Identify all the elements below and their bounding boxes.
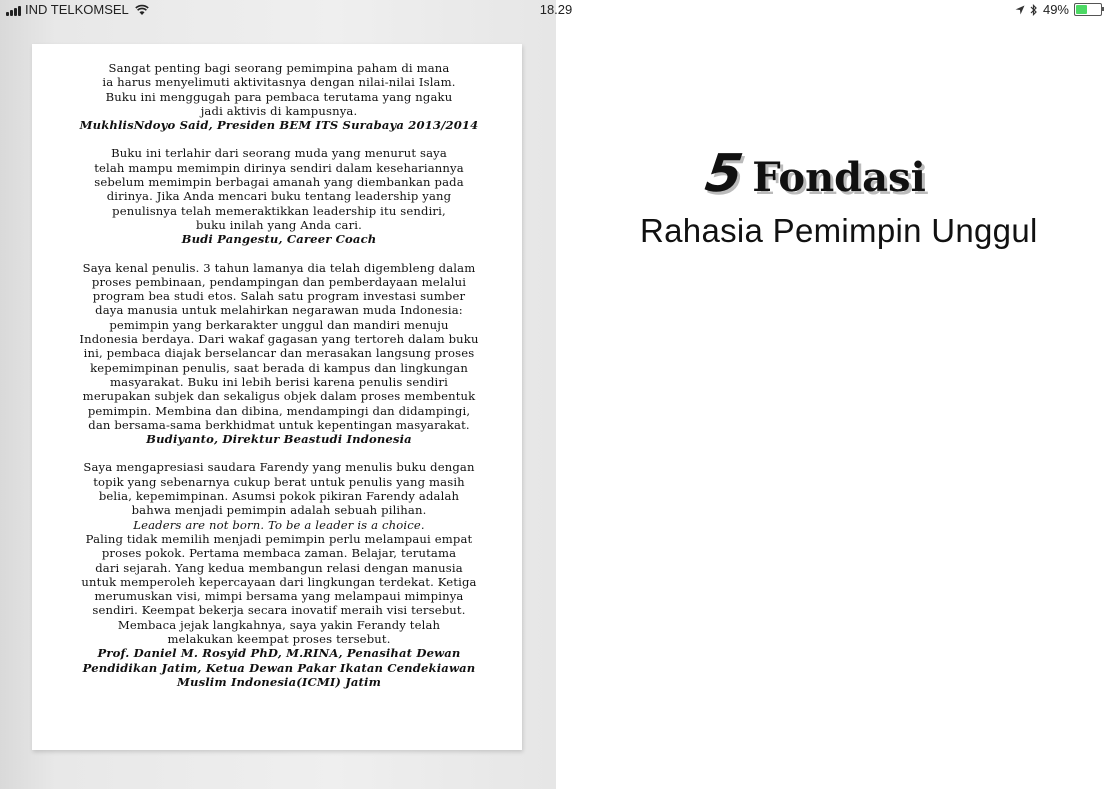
text-line: sebelum memimpin berbagai amanah yang diembankan pada [94, 175, 464, 190]
text-line: telah mampu memimpin dirinya sendiri dalam kesehariannya [94, 160, 464, 175]
title-page [640, 144, 1060, 250]
attribution: Muslim Indonesia(ICMI) Jatim [177, 674, 381, 689]
text-line: penulisnya telah memeraktikkan leadership itu sendiri, [112, 203, 446, 218]
text-line: proses pembinaan, pendampingan dan pemberdayaan melalui [91, 274, 467, 289]
text-line: Buku ini terlahir dari seorang muda yang menurut saya [111, 146, 447, 161]
text-line: dari sejarah. Yang kedua membangun relasi dengan manusia [95, 560, 463, 575]
text-line: Saya kenal penulis. 3 tahun lamanya dia telah digembleng dalam [82, 260, 476, 275]
location-arrow-icon [1015, 5, 1025, 15]
text-line: dirinya. Jika Anda mencari buku tentang leadership yang [106, 189, 452, 204]
book-subtitle: Rahasia Pemimpin Unggul [640, 212, 1038, 249]
book-title [701, 144, 1060, 204]
text-line: daya manusia untuk melahirkan negarawan muda Indonesia: [95, 303, 463, 318]
text-line: kepemimpinan penulis, saat berada di kampus dan lingkungan [90, 360, 468, 375]
battery-fill [1076, 5, 1087, 14]
quote-line: Leaders are not born. To be a leader is a choice. [133, 517, 425, 532]
battery-icon [1074, 3, 1102, 16]
text-line: proses pokok. Pertama membaca zaman. Belajar, terutama [101, 546, 457, 561]
text-line: Sangat penting bagi seorang pemimpina paham di mana [108, 61, 450, 75]
text-line: belia, kepemimpinan. Asumsi pokok pikiran Farendy adalah [98, 489, 460, 504]
text-line: pemimpin. Membina dan dibina, mendampingi dan didampingi, [87, 403, 471, 418]
status-bar [0, 0, 1112, 20]
battery-percent: 49% [1042, 2, 1069, 17]
text-line: jadi aktivis di kampusnya. [200, 103, 358, 118]
text-line: untuk memperoleh kepercayaan dari lingkungan terdekat. Ketiga [81, 574, 477, 589]
endorsement-4 [64, 460, 494, 689]
text-line: sendiri. Keempat bekerja secara inovatif meraih visi tersebut. [92, 603, 466, 618]
attribution: Pendidikan Jatim, Ketua Dewan Pakar Ikatan Cendekiawan [82, 660, 476, 675]
carrier-label: IND TELKOMSEL [25, 2, 129, 17]
text-line: ia harus menyelimuti aktivitasnya dengan nilai-nilai Islam. [102, 75, 456, 90]
text-line: Indonesia berdaya. Dari wakaf gagasan yang tertoreh dalam buku [79, 332, 479, 347]
title-word: Fondasi [752, 154, 926, 201]
text-line: dan bersama-sama berkhidmat untuk kepentingan masyarakat. [88, 417, 470, 432]
title-number: 5 [701, 144, 747, 204]
attribution: Prof. Daniel M. Rosyid PhD, M.RINA, Penasihat Dewan [97, 646, 461, 661]
text-line: masyarakat. Buku ini lebih berisi karena penulis sendiri [110, 374, 448, 389]
bluetooth-icon [1030, 4, 1038, 16]
attribution: Budi Pangestu, Career Coach [181, 232, 377, 247]
text-line: Paling tidak memilih menjadi pemimpin perlu melampaui empat [85, 531, 473, 546]
text-line: buku inilah yang Anda cari. [195, 217, 362, 232]
text-line: Buku ini menggugah para pembaca terutama yang ngaku [105, 89, 453, 104]
text-line: topik yang sebenarnya cukup berat untuk penulis yang masih [93, 474, 465, 489]
attribution: MukhlisNdoyo Said, Presiden BEM ITS Surabaya 2013/2014 [79, 118, 479, 133]
attribution: Budiyanto, Direktur Beastudi Indonesia [146, 432, 412, 447]
text-line: melakukan keempat proses tersebut. [167, 631, 391, 646]
endorsements-text [64, 61, 494, 703]
status-right [1015, 2, 1102, 17]
clock: 18.29 [539, 2, 573, 17]
text-line: pemimpin yang berkarakter unggul dan mandiri menuju [109, 317, 449, 332]
text-line: Membaca jejak langkahnya, saya yakin Ferandy telah [117, 617, 441, 632]
endorsement-1 [64, 61, 494, 132]
text-line: merupakan subjek dan sekaligus objek dalam proses membentuk [82, 389, 476, 404]
endorsement-2 [64, 146, 494, 246]
text-line: program bea studi etos. Salah satu program investasi sumber [92, 289, 466, 304]
text-line: merumuskan visi, mimpi bersama yang melampaui mimpinya [94, 589, 464, 604]
text-line: Saya mengapresiasi saudara Farendy yang menulis buku dengan [83, 460, 475, 475]
text-line: ini, pembaca diajak berselancar dan merasakan langsung proses [83, 346, 475, 361]
text-line: bahwa menjadi pemimpin adalah sebuah pilihan. [131, 503, 427, 518]
endorsement-3 [64, 261, 494, 447]
